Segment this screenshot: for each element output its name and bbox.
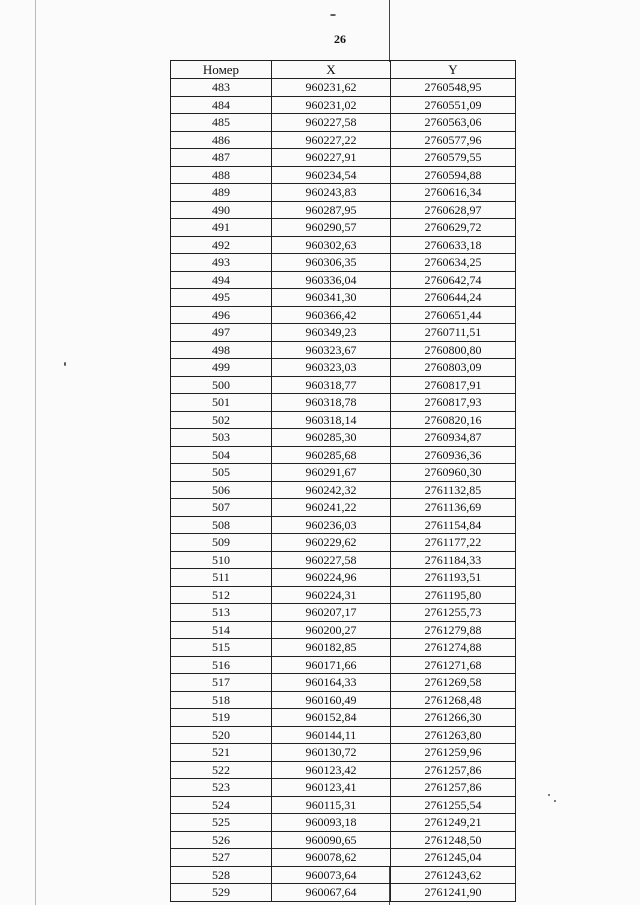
scan-speck: [554, 800, 556, 802]
cell-y: 2760594,88: [391, 166, 516, 184]
cell-y: 2761243,62: [391, 866, 516, 884]
cell-number: 529: [171, 884, 272, 902]
cell-number: 527: [171, 849, 272, 867]
cell-number: 490: [171, 201, 272, 219]
cell-x: 960067,64: [272, 884, 391, 902]
cell-x: 960236,03: [272, 516, 391, 534]
cell-number: 524: [171, 796, 272, 814]
table-row: [171, 866, 516, 884]
cell-number: 519: [171, 709, 272, 727]
cell-y: 2760634,25: [391, 254, 516, 272]
cell-x: 960349,23: [272, 324, 391, 342]
cell-y: 2761271,68: [391, 656, 516, 674]
page-number: 26: [334, 32, 346, 46]
table-row: [171, 254, 516, 272]
cell-y: 2760644,24: [391, 289, 516, 307]
scan-margin-line-left: [35, 0, 36, 905]
cell-y: 2760628,97: [391, 201, 516, 219]
cell-y: 2760803,09: [391, 359, 516, 377]
cell-number: 517: [171, 674, 272, 692]
cell-number: 492: [171, 236, 272, 254]
cell-number: 514: [171, 621, 272, 639]
cell-number: 486: [171, 131, 272, 149]
table-row: [171, 324, 516, 342]
table-row: [171, 761, 516, 779]
table-row: [171, 481, 516, 499]
cell-x: 960207,17: [272, 604, 391, 622]
cell-number: 508: [171, 516, 272, 534]
cell-y: 2761269,58: [391, 674, 516, 692]
cell-x: 960130,72: [272, 744, 391, 762]
cell-y: 2761245,04: [391, 849, 516, 867]
cell-x: 960323,67: [272, 341, 391, 359]
cell-y: 2761249,21: [391, 814, 516, 832]
cell-x: 960073,64: [272, 866, 391, 884]
cell-number: 507: [171, 499, 272, 517]
cell-y: 2761255,73: [391, 604, 516, 622]
cell-number: 520: [171, 726, 272, 744]
table-row: [171, 131, 516, 149]
cell-x: 960224,31: [272, 586, 391, 604]
cell-number: 509: [171, 534, 272, 552]
cell-number: 515: [171, 639, 272, 657]
table-row: [171, 709, 516, 727]
table-row: [171, 219, 516, 237]
cell-number: 501: [171, 394, 272, 412]
cell-y: 2761268,48: [391, 691, 516, 709]
cell-x: 960318,78: [272, 394, 391, 412]
cell-y: 2760960,30: [391, 464, 516, 482]
table-row: [171, 639, 516, 657]
cell-x: 960093,18: [272, 814, 391, 832]
cell-y: 2761279,88: [391, 621, 516, 639]
table-row: [171, 114, 516, 132]
cell-number: 512: [171, 586, 272, 604]
cell-number: 502: [171, 411, 272, 429]
table-row: [171, 726, 516, 744]
cell-y: 2761132,85: [391, 481, 516, 499]
table-row: [171, 429, 516, 447]
cell-x: 960182,85: [272, 639, 391, 657]
cell-number: 500: [171, 376, 272, 394]
cell-x: 960078,62: [272, 849, 391, 867]
cell-number: 510: [171, 551, 272, 569]
cell-y: 2761154,84: [391, 516, 516, 534]
cell-x: 960164,33: [272, 674, 391, 692]
table-row: [171, 236, 516, 254]
cell-y: 2760817,91: [391, 376, 516, 394]
scan-speck: [330, 14, 336, 16]
cell-y: 2760551,09: [391, 96, 516, 114]
cell-x: 960227,91: [272, 149, 391, 167]
table-row: [171, 604, 516, 622]
cell-number: 522: [171, 761, 272, 779]
cell-number: 506: [171, 481, 272, 499]
cell-y: 2761177,22: [391, 534, 516, 552]
cell-x: 960290,57: [272, 219, 391, 237]
cell-number: 491: [171, 219, 272, 237]
cell-number: 494: [171, 271, 272, 289]
table-row: [171, 814, 516, 832]
table-body: [171, 79, 516, 902]
cell-x: 960160,49: [272, 691, 391, 709]
cell-number: 516: [171, 656, 272, 674]
cell-y: 2761257,86: [391, 779, 516, 797]
table-row: [171, 376, 516, 394]
cell-x: 960318,77: [272, 376, 391, 394]
table-row: [171, 656, 516, 674]
cell-x: 960227,58: [272, 551, 391, 569]
cell-y: 2761136,69: [391, 499, 516, 517]
cell-x: 960231,02: [272, 96, 391, 114]
table-row: [171, 569, 516, 587]
table-row: [171, 184, 516, 202]
table-row: [171, 149, 516, 167]
cell-x: 960224,96: [272, 569, 391, 587]
table-row: [171, 96, 516, 114]
cell-x: 960306,35: [272, 254, 391, 272]
cell-y: 2761255,54: [391, 796, 516, 814]
cell-y: 2760548,95: [391, 79, 516, 97]
cell-y: 2760800,80: [391, 341, 516, 359]
cell-number: 523: [171, 779, 272, 797]
table-row: [171, 586, 516, 604]
table-row: [171, 271, 516, 289]
cell-number: 487: [171, 149, 272, 167]
table-row: [171, 79, 516, 97]
cell-y: 2761274,88: [391, 639, 516, 657]
cell-x: 960200,27: [272, 621, 391, 639]
table-row: [171, 201, 516, 219]
header-number: Номер: [171, 61, 272, 79]
table-row: [171, 849, 516, 867]
table-header-row: [171, 61, 516, 79]
cell-number: 488: [171, 166, 272, 184]
cell-x: 960090,65: [272, 831, 391, 849]
cell-x: 960227,22: [272, 131, 391, 149]
coordinates-table: [170, 60, 516, 902]
cell-y: 2760817,93: [391, 394, 516, 412]
cell-number: 526: [171, 831, 272, 849]
cell-y: 2760633,18: [391, 236, 516, 254]
cell-number: 485: [171, 114, 272, 132]
cell-y: 2761259,96: [391, 744, 516, 762]
cell-x: 960366,42: [272, 306, 391, 324]
cell-number: 499: [171, 359, 272, 377]
table-row: [171, 744, 516, 762]
scan-speck: [64, 362, 66, 366]
table-row: [171, 446, 516, 464]
cell-number: 496: [171, 306, 272, 324]
cell-y: 2760577,96: [391, 131, 516, 149]
cell-y: 2761195,80: [391, 586, 516, 604]
cell-x: 960287,95: [272, 201, 391, 219]
cell-number: 498: [171, 341, 272, 359]
table-row: [171, 411, 516, 429]
cell-x: 960115,31: [272, 796, 391, 814]
cell-x: 960323,03: [272, 359, 391, 377]
cell-x: 960242,32: [272, 481, 391, 499]
table-row: [171, 796, 516, 814]
cell-y: 2760563,06: [391, 114, 516, 132]
cell-number: 505: [171, 464, 272, 482]
table-row: [171, 394, 516, 412]
cell-x: 960241,22: [272, 499, 391, 517]
cell-y: 2760616,34: [391, 184, 516, 202]
scan-fold-line-top: [389, 0, 390, 62]
cell-x: 960144,11: [272, 726, 391, 744]
cell-x: 960291,67: [272, 464, 391, 482]
table-row: [171, 674, 516, 692]
header-y: Y: [391, 61, 516, 79]
scan-speck: [548, 794, 550, 796]
cell-x: 960123,42: [272, 761, 391, 779]
cell-number: 521: [171, 744, 272, 762]
table-row: [171, 341, 516, 359]
cell-number: 504: [171, 446, 272, 464]
table-row: [171, 306, 516, 324]
table-row: [171, 884, 516, 902]
cell-x: 960285,68: [272, 446, 391, 464]
cell-number: 484: [171, 96, 272, 114]
cell-number: 525: [171, 814, 272, 832]
cell-x: 960171,66: [272, 656, 391, 674]
cell-x: 960336,04: [272, 271, 391, 289]
cell-x: 960123,41: [272, 779, 391, 797]
cell-y: 2760642,74: [391, 271, 516, 289]
cell-number: 528: [171, 866, 272, 884]
cell-x: 960229,62: [272, 534, 391, 552]
cell-x: 960285,30: [272, 429, 391, 447]
cell-y: 2761248,50: [391, 831, 516, 849]
table-row: [171, 534, 516, 552]
cell-number: 493: [171, 254, 272, 272]
cell-y: 2761184,33: [391, 551, 516, 569]
table-row: [171, 831, 516, 849]
cell-y: 2761263,80: [391, 726, 516, 744]
table-row: [171, 359, 516, 377]
table-row: [171, 289, 516, 307]
cell-y: 2760651,44: [391, 306, 516, 324]
table-row: [171, 779, 516, 797]
header-x: X: [272, 61, 391, 79]
cell-number: 518: [171, 691, 272, 709]
cell-x: 960152,84: [272, 709, 391, 727]
table-row: [171, 166, 516, 184]
cell-y: 2760579,55: [391, 149, 516, 167]
table-row: [171, 499, 516, 517]
cell-y: 2761241,90: [391, 884, 516, 902]
cell-number: 511: [171, 569, 272, 587]
cell-y: 2760629,72: [391, 219, 516, 237]
cell-number: 513: [171, 604, 272, 622]
cell-number: 495: [171, 289, 272, 307]
cell-y: 2760934,87: [391, 429, 516, 447]
cell-y: 2760936,36: [391, 446, 516, 464]
cell-y: 2761266,30: [391, 709, 516, 727]
table-row: [171, 551, 516, 569]
cell-x: 960318,14: [272, 411, 391, 429]
cell-number: 497: [171, 324, 272, 342]
cell-x: 960227,58: [272, 114, 391, 132]
cell-x: 960302,63: [272, 236, 391, 254]
cell-x: 960234,54: [272, 166, 391, 184]
table-row: [171, 621, 516, 639]
cell-y: 2760820,16: [391, 411, 516, 429]
cell-x: 960231,62: [272, 79, 391, 97]
cell-number: 503: [171, 429, 272, 447]
cell-y: 2761257,86: [391, 761, 516, 779]
cell-x: 960341,30: [272, 289, 391, 307]
cell-x: 960243,83: [272, 184, 391, 202]
table-row: [171, 516, 516, 534]
cell-number: 489: [171, 184, 272, 202]
table-row: [171, 464, 516, 482]
cell-y: 2760711,51: [391, 324, 516, 342]
cell-number: 483: [171, 79, 272, 97]
table-row: [171, 691, 516, 709]
cell-y: 2761193,51: [391, 569, 516, 587]
